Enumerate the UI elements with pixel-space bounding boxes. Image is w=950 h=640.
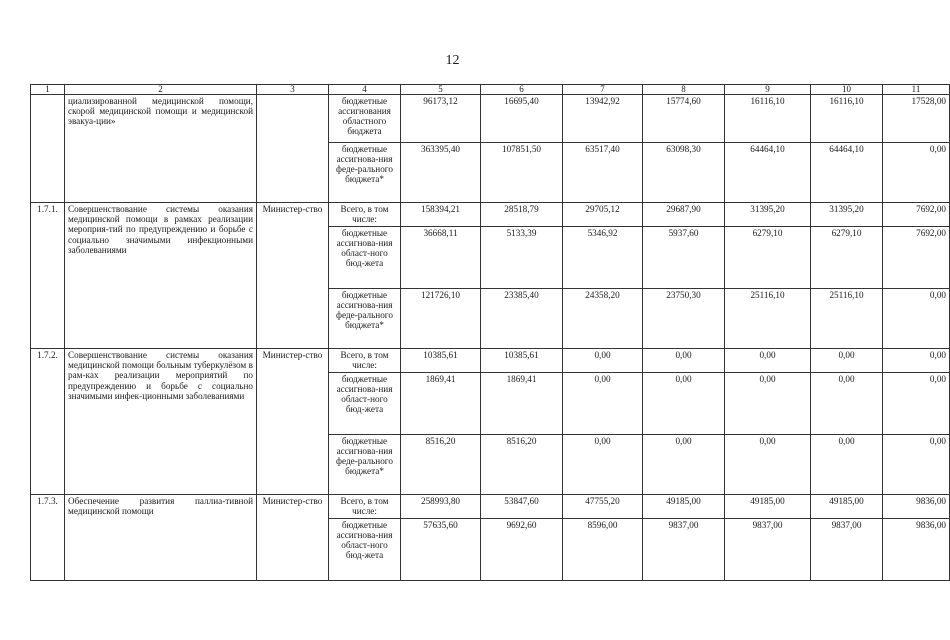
amount-cell: 107851,50 (481, 143, 563, 203)
table-row (31, 203, 950, 227)
amount-cell: 5346,92 (563, 227, 643, 289)
item-number: 1.7.2. (31, 349, 65, 495)
amount-cell: 0,00 (811, 373, 883, 435)
header-cell: 5 (401, 85, 481, 95)
amount-cell: 8516,20 (401, 435, 481, 495)
header-cell: 9 (725, 85, 811, 95)
amount-cell: 57635,60 (401, 519, 481, 581)
header-cell: 7 (563, 85, 643, 95)
header-row (31, 85, 950, 95)
amount-cell: 64464,10 (725, 143, 811, 203)
amount-cell: 31395,20 (725, 203, 811, 227)
amount-cell: 5133,39 (481, 227, 563, 289)
header-cell: 11 (883, 85, 950, 95)
amount-cell: 9836,00 (883, 495, 950, 519)
amount-cell: 0,00 (643, 373, 725, 435)
item-name: Обеспечение развития паллиа-тивной медицинской помощи (65, 495, 257, 581)
amount-cell: 13942,92 (563, 95, 643, 143)
table-row (31, 495, 950, 519)
amount-cell: 0,00 (811, 435, 883, 495)
amount-cell: 25116,10 (811, 289, 883, 349)
amount-cell: 6279,10 (811, 227, 883, 289)
amount-cell: 29687,90 (643, 203, 725, 227)
amount-cell: 10385,61 (481, 349, 563, 373)
amount-cell: 0,00 (563, 373, 643, 435)
amount-cell: 23385,40 (481, 289, 563, 349)
amount-cell: 8516,20 (481, 435, 563, 495)
table-row (31, 349, 950, 373)
amount-cell: 0,00 (725, 349, 811, 373)
amount-cell: 9837,00 (643, 519, 725, 581)
amount-cell: 16116,10 (811, 95, 883, 143)
amount-cell: 158394,21 (401, 203, 481, 227)
amount-cell: 64464,10 (811, 143, 883, 203)
header-cell: 10 (811, 85, 883, 95)
amount-cell: 1869,41 (481, 373, 563, 435)
amount-cell: 0,00 (563, 435, 643, 495)
amount-cell: 6279,10 (725, 227, 811, 289)
amount-cell: 0,00 (811, 349, 883, 373)
amount-cell: 0,00 (725, 435, 811, 495)
funding-source: бюджетные ассигнова-ния феде-рального бюджета* (329, 435, 401, 495)
header-cell: 8 (643, 85, 725, 95)
responsible-executor: Министер-ство (257, 495, 329, 581)
amount-cell: 10385,61 (401, 349, 481, 373)
amount-cell: 24358,20 (563, 289, 643, 349)
funding-source: бюджетные ассигнова-ния феде-рального бюджета* (329, 143, 401, 203)
responsible-executor: Министер-ство (257, 349, 329, 495)
amount-cell: 49185,00 (811, 495, 883, 519)
funding-source: бюджетные ассигнова-ния област-ного бюд-жета (329, 373, 401, 435)
funding-source: Всего, в том числе: (329, 349, 401, 373)
amount-cell: 363395,40 (401, 143, 481, 203)
item-number: 1.7.3. (31, 495, 65, 581)
amount-cell: 258993,80 (401, 495, 481, 519)
header-cell: 3 (257, 85, 329, 95)
amount-cell: 49185,00 (643, 495, 725, 519)
item-name: циализированной медицинской помощи, скорой медицинской помощи и медицинской эвакуа-ции» (65, 95, 257, 203)
amount-cell: 5937,60 (643, 227, 725, 289)
amount-cell: 47755,20 (563, 495, 643, 519)
table-row (31, 95, 950, 143)
amount-cell: 0,00 (883, 289, 950, 349)
amount-cell: 23750,30 (643, 289, 725, 349)
amount-cell: 63517,40 (563, 143, 643, 203)
amount-cell: 0,00 (883, 435, 950, 495)
amount-cell: 29705,12 (563, 203, 643, 227)
amount-cell: 9837,00 (811, 519, 883, 581)
responsible-executor (257, 95, 329, 203)
funding-source: бюджетные ассигнова-ния феде-рального бюджета* (329, 289, 401, 349)
amount-cell: 7692,00 (883, 203, 950, 227)
item-number: 1.7.1. (31, 203, 65, 349)
amount-cell: 0,00 (563, 349, 643, 373)
header-cell: 1 (31, 85, 65, 95)
funding-source: бюджетные ассигнования областного бюджета (329, 95, 401, 143)
amount-cell: 8596,00 (563, 519, 643, 581)
header-cell: 2 (65, 85, 257, 95)
amount-cell: 1869,41 (401, 373, 481, 435)
amount-cell: 28518,79 (481, 203, 563, 227)
item-name: Совершенствование системы оказания медицинской помощи в рамках реализации мероприя-тий по предупреждению и борьбе с социально значимыми инфекционными заболеваниями (65, 203, 257, 349)
amount-cell: 0,00 (883, 143, 950, 203)
budget-table (30, 84, 950, 581)
amount-cell: 9837,00 (725, 519, 811, 581)
amount-cell: 63098,30 (643, 143, 725, 203)
amount-cell: 16116,10 (725, 95, 811, 143)
amount-cell: 53847,60 (481, 495, 563, 519)
amount-cell: 0,00 (643, 349, 725, 373)
amount-cell: 49185,00 (725, 495, 811, 519)
funding-source: бюджетные ассигнова-ния област-ного бюд-жета (329, 227, 401, 289)
amount-cell: 16695,40 (481, 95, 563, 143)
responsible-executor: Министер-ство (257, 203, 329, 349)
funding-source: Всего, в том числе: (329, 495, 401, 519)
amount-cell: 0,00 (883, 373, 950, 435)
amount-cell: 121726,10 (401, 289, 481, 349)
amount-cell: 0,00 (725, 373, 811, 435)
amount-cell: 31395,20 (811, 203, 883, 227)
amount-cell: 96173,12 (401, 95, 481, 143)
amount-cell: 25116,10 (725, 289, 811, 349)
funding-source: бюджетные ассигнова-ния област-ного бюд-жета (329, 519, 401, 581)
amount-cell: 17528,00 (883, 95, 950, 143)
item-number (31, 95, 65, 203)
amount-cell: 36668,11 (401, 227, 481, 289)
page-number: 12 (445, 53, 460, 68)
amount-cell: 7692,00 (883, 227, 950, 289)
amount-cell: 9836,00 (883, 519, 950, 581)
amount-cell: 0,00 (883, 349, 950, 373)
header-cell: 6 (481, 85, 563, 95)
amount-cell: 15774,60 (643, 95, 725, 143)
header-cell: 4 (329, 85, 401, 95)
amount-cell: 9692,60 (481, 519, 563, 581)
item-name: Совершенствование системы оказания медицинской помощи больным туберкулёзом в рам-ках реализации мероприятий по предупреждению и борьбе с социально значимыми инфек-ционными заболеваниями (65, 349, 257, 495)
funding-source: Всего, в том числе: (329, 203, 401, 227)
amount-cell: 0,00 (643, 435, 725, 495)
